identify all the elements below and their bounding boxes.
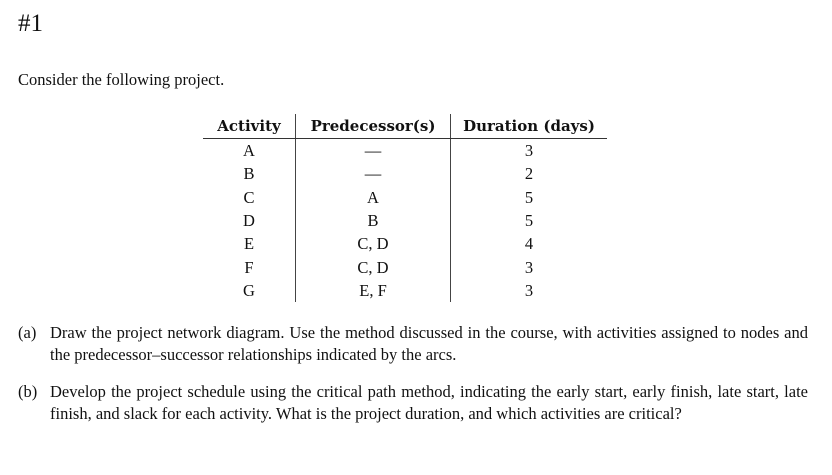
activity-cell: C (203, 186, 296, 209)
problem-number: #1 (18, 10, 43, 37)
table-row (203, 162, 607, 185)
predecessor-cell: A (296, 186, 451, 209)
duration-cell: 3 (524, 257, 534, 277)
predecessor-cell: C, D (296, 232, 451, 255)
duration-cell: 3 (524, 280, 534, 300)
table-row (203, 139, 607, 163)
duration-cell: 5 (524, 187, 534, 207)
activity-cell: D (203, 209, 296, 232)
question-text: Develop the project schedule using the critical path method, indicating the early start, early finish, late start, late finish, and slack for each activity. What is the project duration, and which activities are critical? (50, 382, 808, 423)
table-row (203, 279, 607, 302)
duration-cell: 4 (524, 234, 534, 254)
question-b (18, 381, 808, 425)
header-duration: Duration (days) (451, 114, 608, 139)
activity-cell: B (203, 162, 296, 185)
activity-cell: G (203, 279, 296, 302)
predecessor-cell: C, D (296, 255, 451, 278)
question-label: (b) (18, 382, 38, 401)
table-row (203, 209, 607, 232)
question-label: (a) (18, 323, 37, 342)
activity-cell: E (203, 232, 296, 255)
activity-table (203, 114, 607, 302)
intro-text: Consider the following project. (18, 70, 225, 89)
header-predecessors: Predecessor(s) (296, 114, 451, 139)
predecessor-cell: B (296, 209, 451, 232)
activity-cell: F (203, 255, 296, 278)
table-row (203, 255, 607, 278)
table-header-row (203, 114, 607, 139)
predecessor-cell: — (296, 139, 451, 163)
table-row (203, 186, 607, 209)
question-text: Draw the project network diagram. Use the method discussed in the course, with activities assigned to nodes and the predecessor–successor relationships indicated by the arcs. (50, 323, 808, 364)
predecessor-cell: — (296, 162, 451, 185)
header-activity: Activity (203, 114, 296, 139)
duration-cell: 2 (524, 164, 534, 184)
activity-cell: A (203, 139, 296, 163)
question-a (18, 322, 808, 366)
predecessor-cell: E, F (296, 279, 451, 302)
duration-cell: 3 (524, 141, 534, 161)
duration-cell: 5 (524, 211, 534, 231)
table-row (203, 232, 607, 255)
